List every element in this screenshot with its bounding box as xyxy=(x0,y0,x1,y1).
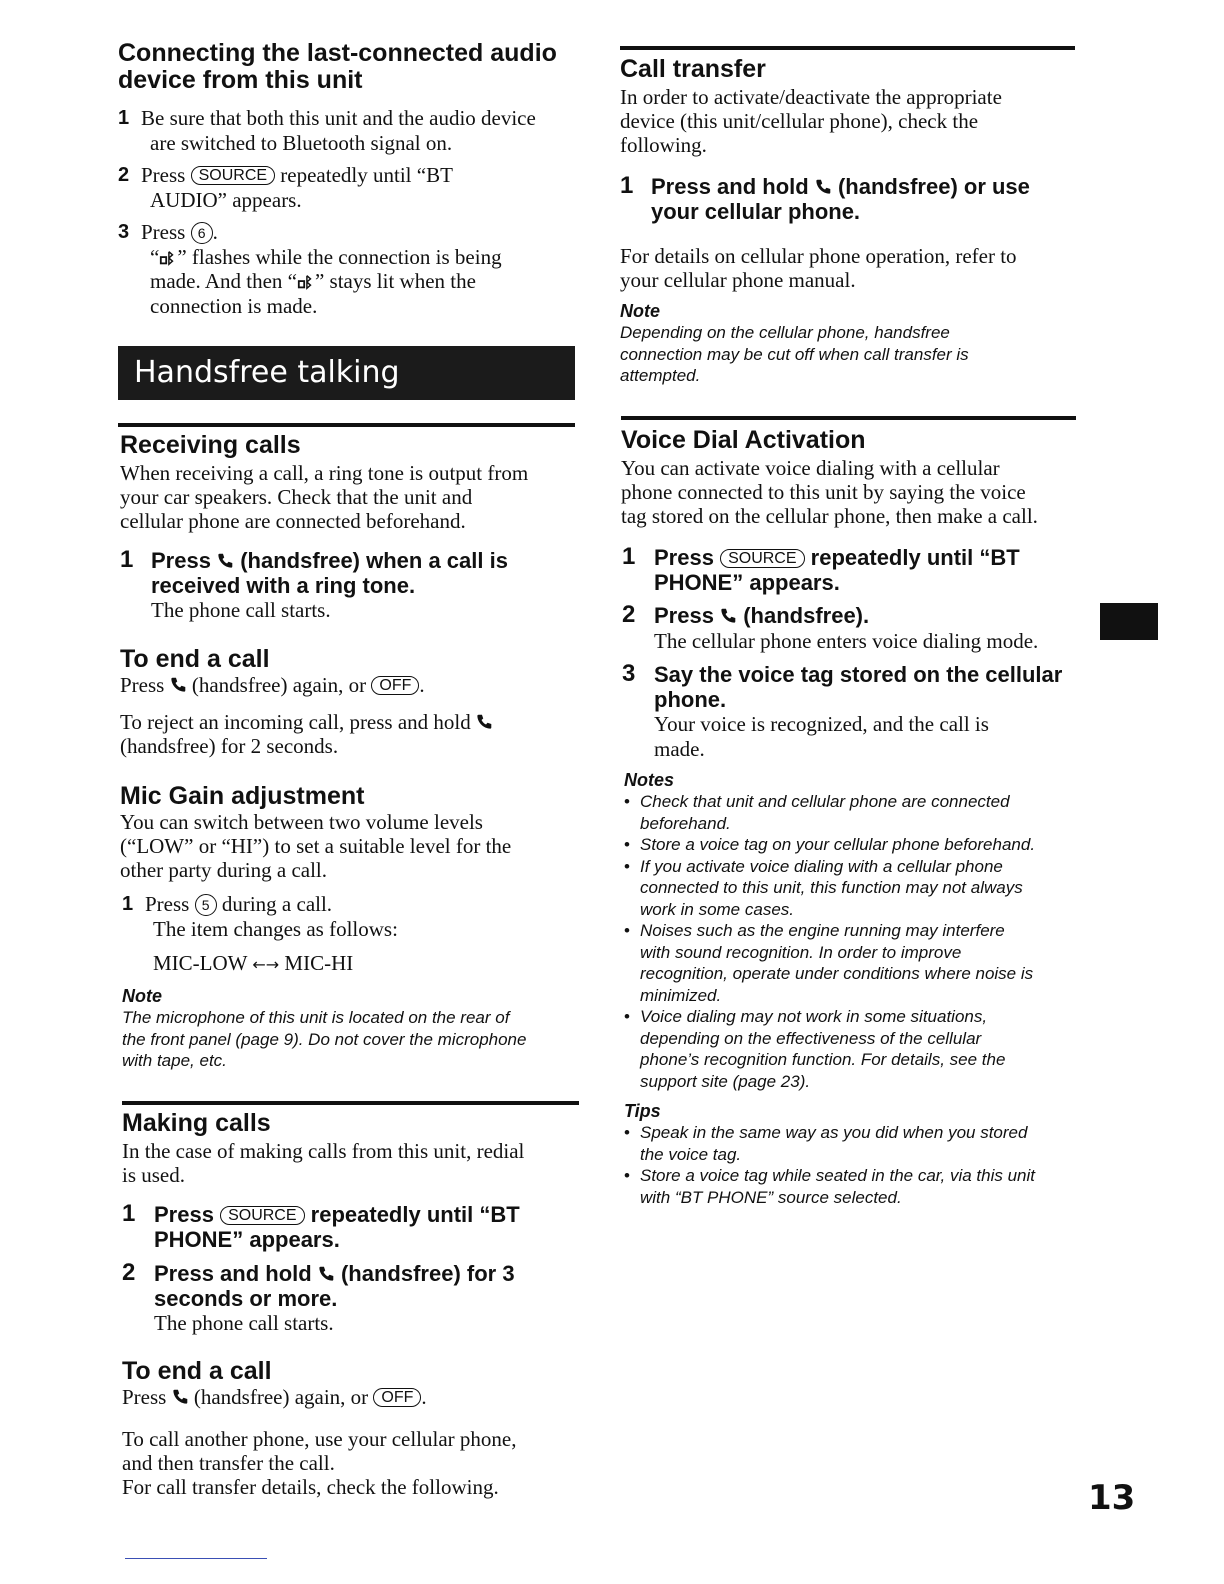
divider xyxy=(118,423,575,427)
making-calls-section: Making calls In the case of making calls from this unit, redial is used. xyxy=(122,1110,592,1187)
phone-handsfree-icon xyxy=(318,1265,335,1282)
toggle-arrow-icon: ←→ xyxy=(252,955,280,974)
voice-notes: Notes • Check that unit and cellular phone are connected beforehand. • Store a voice tag on your cellular phone beforehand. • If you activate voice dialing with a cellular phone connected to this unit, this function may not always work in some cases. • Noises such as the engine running may interfere with sound recognition. In order to improve recognition, operate under conditions where noise is minimized. • Voice dialing may not work in some situations, depending on the effectiveness of the cellular phone’s recognition function. For details, see the support site (page 23). Tips • Speak in the same way as you did when you stored the voice tag. • Store a voice tag while seated in the car, via this unit with “BT PHONE” source selected. xyxy=(624,769,1094,1208)
voice-step-3: 3 Say the voice tag stored on the cellular phone. Your voice is recognized, and the call is made. xyxy=(622,660,1063,761)
footer-line xyxy=(125,1558,267,1559)
phone-handsfree-icon xyxy=(170,676,187,693)
divider xyxy=(122,1101,579,1105)
divider xyxy=(621,416,1076,420)
note-item: • Noises such as the engine running may interfere with sound recognition. In order to improve recognition, operate under conditions where noise is minimized. xyxy=(624,920,1094,1006)
source-button: SOURCE xyxy=(191,166,275,185)
mic-low-label: MIC-LOW xyxy=(153,951,248,975)
connect-step-3: 3 Press 6 . “ ” flashes while the connection is being made. And then “ ” stays lit when the connection is made. xyxy=(118,220,502,318)
mic-gain-section: Mic Gain adjustment You can switch between two volume levels (“LOW” or “HI”) to set a suitable level for the other party during a call. xyxy=(120,783,590,882)
making-calls-title: Making calls xyxy=(122,1109,271,1137)
bluetooth-audio-icon xyxy=(297,273,315,291)
note-item: • If you activate voice dialing with a cellular phone connected to this unit, this function may not always work in some cases. xyxy=(624,856,1094,921)
transfer-step-1: 1 Press and hold (handsfree) or use your cellular phone. xyxy=(620,172,1030,224)
phone-handsfree-icon xyxy=(815,178,832,195)
notes-list xyxy=(624,791,1094,1092)
call-transfer-title: Call transfer xyxy=(620,55,766,83)
phone-handsfree-icon xyxy=(720,607,737,624)
receiving-step-1: 1 Press (handsfree) when a call is received with a ring tone. The phone call starts. xyxy=(120,546,508,622)
page-number: 13 xyxy=(1088,1478,1136,1518)
source-button: SOURCE xyxy=(720,549,804,568)
tip-item: • Speak in the same way as you did when you stored the voice tag. xyxy=(624,1122,1094,1165)
voice-step-1: 1 Press SOURCE repeatedly until “BT PHONE” appears. xyxy=(622,543,1020,595)
bluetooth-audio-icon xyxy=(159,249,177,267)
voice-step-2: 2 Press (handsfree). The cellular phone enters voice dialing mode. xyxy=(622,601,1039,653)
receiving-section: Receiving calls When receiving a call, a ring tone is output from your car speakers. Check that the unit and cellular phone are connected beforehand. xyxy=(120,432,590,533)
connect-section xyxy=(118,40,588,94)
making-step-2: 2 Press and hold (handsfree) for 3 seconds or more. The phone call starts. xyxy=(122,1259,515,1335)
phone-handsfree-icon xyxy=(217,552,234,569)
making-step-1: 1 Press SOURCE repeatedly until “BT PHONE” appears. xyxy=(122,1200,520,1252)
note-item: • Voice dialing may not work in some situations, depending on the effectiveness of the cellular phone’s recognition function. For details, see the support site (page 23). xyxy=(624,1006,1094,1092)
end-call-title: To end a call xyxy=(122,1357,272,1385)
source-button: SOURCE xyxy=(220,1206,304,1225)
button-5: 5 xyxy=(195,894,217,916)
mic-note: Note The microphone of this unit is located on the rear of the front panel (page 9). Do not cover the microphone with tape, etc. xyxy=(122,986,527,1070)
connect-step-2: 2 Press SOURCE repeatedly until “BT AUDIO” appears. xyxy=(118,163,453,212)
tip-item: • Store a voice tag while seated in the car, via this unit with “BT PHONE” source selected. xyxy=(624,1165,1094,1208)
phone-handsfree-icon xyxy=(172,1388,189,1405)
transfer-details: For details on cellular phone operation, refer to your cellular phone manual. Note Depending on the cellular phone, handsfree connection may be cut off when call transfer is attempted. xyxy=(620,244,1017,385)
divider xyxy=(620,46,1075,50)
phone-handsfree-icon xyxy=(476,713,493,730)
tips-list xyxy=(624,1122,1094,1208)
voice-dial-section: Voice Dial Activation You can activate voice dialing with a cellular phone connected to this unit by saying the voice tag stored on the cellular phone, then make a call. xyxy=(621,427,1091,528)
page-tab-marker xyxy=(1100,603,1158,640)
mic-gain-title: Mic Gain adjustment xyxy=(120,782,365,810)
off-button: OFF xyxy=(371,676,419,695)
end-call-section-2: To end a call Press (handsfree) again, or OFF . To call another phone, use your cellular phone, and then transfer the call. For call transfer details, check the following. xyxy=(122,1358,592,1499)
note-item: • Store a voice tag on your cellular phone beforehand. xyxy=(624,834,1094,856)
button-6: 6 xyxy=(191,222,213,244)
end-call-title: To end a call xyxy=(120,645,270,673)
receiving-title: Receiving calls xyxy=(120,431,301,459)
connect-title: Connecting the last-connected audio device from this unit xyxy=(118,39,557,94)
note-item: • Check that unit and cellular phone are connected beforehand. xyxy=(624,791,1094,834)
section-banner: Handsfree talking xyxy=(118,346,575,400)
call-transfer-section: Call transfer In order to activate/deactivate the appropriate device (this unit/cellular phone), check the following. xyxy=(620,56,1090,157)
mic-hi-label: MIC-HI xyxy=(284,951,354,975)
end-call-section-1: To end a call Press (handsfree) again, or OFF . To reject an incoming call, press and hold (handsfree) for 2 seconds. xyxy=(120,646,590,758)
mic-step-1: 1 Press 5 during a call. The item changes as follows: MIC-LOW ←→ MIC-HI xyxy=(122,892,398,975)
voice-dial-title: Voice Dial Activation xyxy=(621,426,866,454)
off-button: OFF xyxy=(373,1388,421,1407)
connect-step-1: 1 Be sure that both this unit and the audio device are switched to Bluetooth signal on. xyxy=(118,106,536,155)
